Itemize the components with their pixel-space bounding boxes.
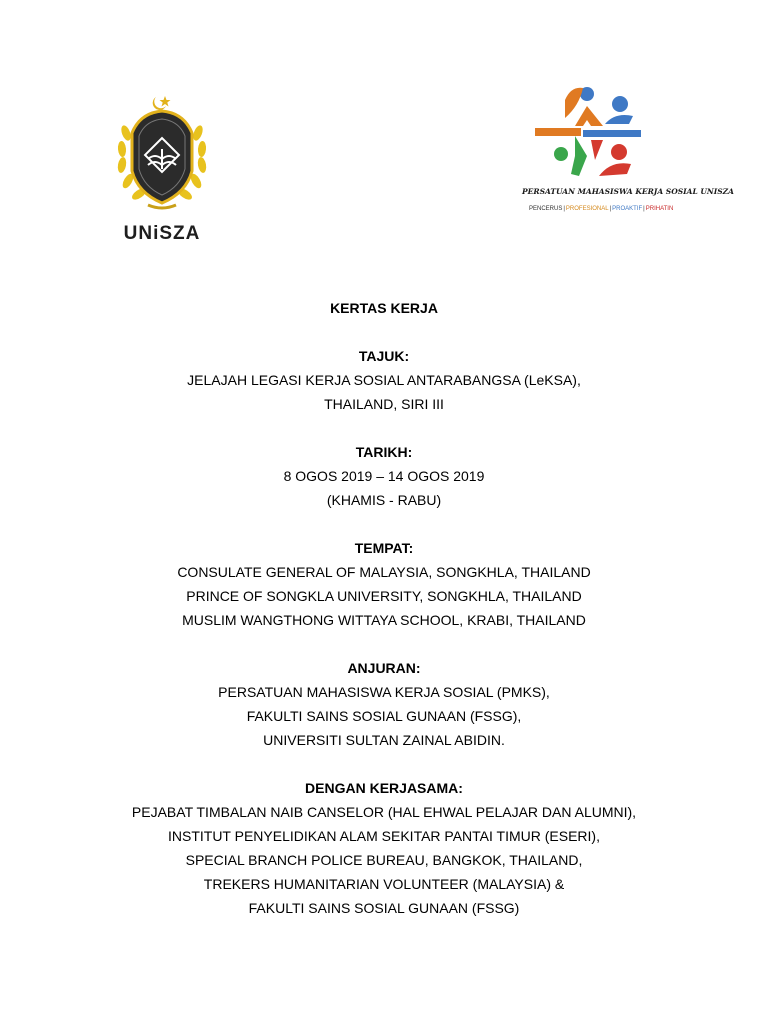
tajuk-line: JELAJAH LEGASI KERJA SOSIAL ANTARABANGSA (LeKSA), bbox=[187, 372, 581, 388]
tempat-section bbox=[0, 536, 768, 632]
tempat-label: TEMPAT: bbox=[354, 540, 414, 556]
anjuran-line: FAKULTI SAINS SOSIAL GUNAAN (FSSG), bbox=[246, 708, 522, 724]
anjuran-line: UNIVERSITI SULTAN ZAINAL ABIDIN. bbox=[263, 732, 505, 748]
pmks-people-icon bbox=[517, 80, 667, 185]
unisza-logo bbox=[112, 93, 212, 245]
pmks-tag: PROAKTIF bbox=[612, 206, 643, 212]
kerjasama-line: SPECIAL BRANCH POLICE BUREAU, BANGKOK, THAILAND, bbox=[185, 852, 583, 868]
pmks-tagline: PENCERUS|PROFESIONAL|PROAKTIF|PRIHATIN bbox=[529, 206, 674, 212]
tajuk-line: THAILAND, SIRI III bbox=[324, 396, 444, 412]
unisza-logo-text: UNiSZA bbox=[123, 223, 201, 244]
document-title: KERTAS KERJA bbox=[330, 300, 438, 316]
tajuk-label: TAJUK: bbox=[358, 348, 410, 364]
tarikh-line: (KHAMIS - RABU) bbox=[326, 492, 442, 508]
tarikh-section bbox=[0, 440, 768, 512]
kerjasama-line: TREKERS HUMANITARIAN VOLUNTEER (MALAYSIA) & bbox=[203, 876, 565, 892]
kerjasama-label: DENGAN KERJASAMA: bbox=[305, 780, 463, 796]
anjuran-label: ANJURAN: bbox=[347, 660, 421, 676]
tajuk-section bbox=[0, 344, 768, 416]
tempat-line: PRINCE OF SONGKLA UNIVERSITY, SONGKHLA, THAILAND bbox=[186, 588, 582, 604]
kerjasama-section bbox=[0, 776, 768, 920]
pmks-logo bbox=[522, 80, 734, 220]
tempat-line: MUSLIM WANGTHONG WITTAYA SCHOOL, KRABI, THAILAND bbox=[182, 612, 586, 628]
tempat-line: CONSULATE GENERAL OF MALAYSIA, SONGKHLA, THAILAND bbox=[177, 564, 591, 580]
tarikh-line: 8 OGOS 2019 – 14 OGOS 2019 bbox=[283, 468, 485, 484]
unisza-crest-icon bbox=[112, 93, 212, 218]
pmks-tag: PRIHATIN bbox=[645, 206, 674, 212]
anjuran-section bbox=[0, 656, 768, 752]
tarikh-label: TARIKH: bbox=[355, 444, 413, 460]
document-content bbox=[0, 296, 768, 920]
kerjasama-line: PEJABAT TIMBALAN NAIB CANSELOR (HAL EHWAL PELAJAR DAN ALUMNI), bbox=[131, 804, 637, 820]
pmks-logo-name: PERSATUAN MAHASISWA KERJA SOSIAL UNISZA bbox=[522, 187, 734, 196]
pmks-tag: PROFESIONAL bbox=[565, 206, 609, 212]
pmks-tag: PENCERUS bbox=[529, 206, 563, 212]
kerjasama-line: INSTITUT PENYELIDIKAN ALAM SEKITAR PANTAI TIMUR (ESERI), bbox=[167, 828, 600, 844]
kerjasama-line: FAKULTI SAINS SOSIAL GUNAAN (FSSG) bbox=[248, 900, 520, 916]
anjuran-line: PERSATUAN MAHASISWA KERJA SOSIAL (PMKS), bbox=[218, 684, 550, 700]
